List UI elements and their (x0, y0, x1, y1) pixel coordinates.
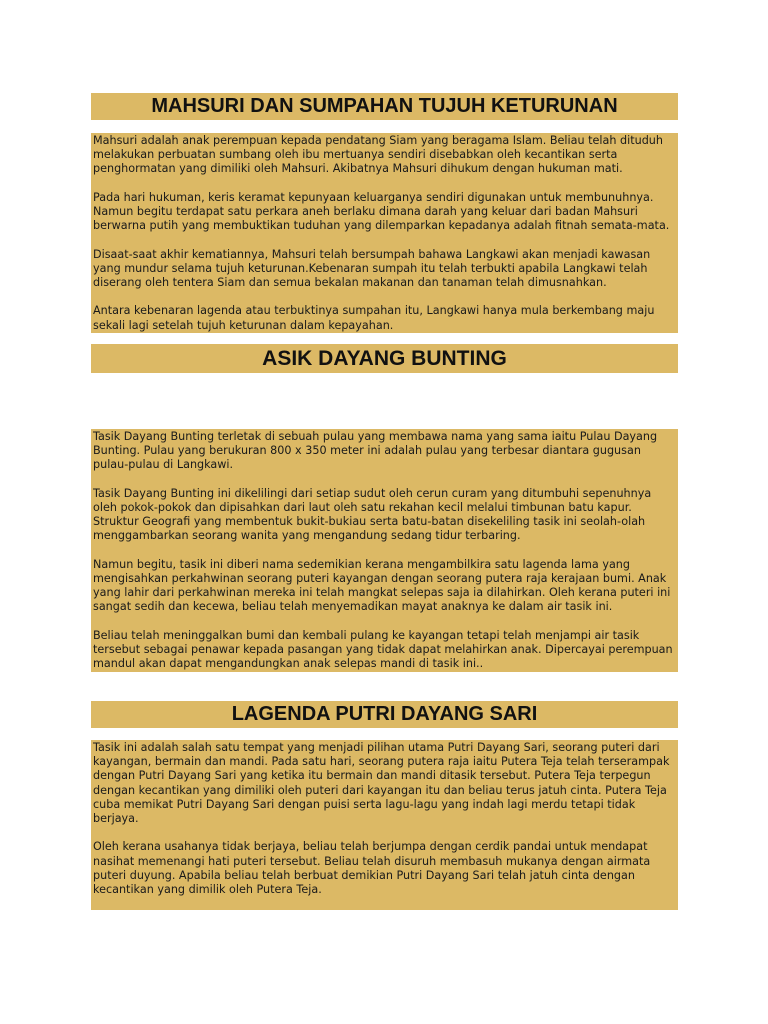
paragraph: Antara kebenaran lagenda atau terbuktinya sumpahan itu, Langkawi hanya mula berkembang maju sekali lagi setelah tujuh keturunan dalam kepayahan. (93, 304, 655, 332)
section-title-dayang-bunting: ASIK DAYANG BUNTING (91, 344, 678, 373)
paragraph: Tasik Dayang Bunting ini dikelilingi dari setiap sudut oleh cerun curam yang ditumbuhi sepenuhnya oleh pokok-pokok dan dipisahkan dari laut oleh satu rekahan kecil melalui timbunan batu kapur. Struktur Geografi yang membentuk bukit-bukiau serta batu-batan disekeliling tasik ini seolah-olah menggambarkan seorang wanita yang mengandung sedang tidur terbaring. (93, 486, 652, 543)
paragraph: Pada hari hukuman, keris keramat kepunyaan keluarganya sendiri digunakan untuk membunuhnya. Namun begitu terdapat satu perkara aneh berlaku dimana darah yang keluar dari badan Mahsuri berwarna putih yang membuktikan tuduhan yang dilemparkan kepadanya adalah fitnah semata-mata. (93, 190, 670, 233)
section-title-mahsuri: MAHSURI DAN SUMPAHAN TUJUH KETURUNAN (91, 93, 678, 120)
paragraph: Namun begitu, tasik ini diberi nama sedemikian kerana mengambilkira satu lagenda lama yang mengisahkan perkahwinan seorang puteri kayangan dengan seorang putera raja kerajaan bumi. Anak yang lahir dari perkahwinan mereka ini telah mangkat selepas saja ia dilahirkan. Oleh kerana puteri ini sangat sedih dan kecewa, beliau telah menyemadikan mayat anaknya ke dalam air tasik ini. (93, 557, 671, 614)
paragraph: Beliau telah meninggalkan bumi dan kembali pulang ke kayangan tetapi telah menjampi air tasik tersebut sebagai penawar kepada pasangan yang tidak dapat melahirkan anak. Dipercayai perempuan mandul akan dapat mengandungkan anak selepas mandi di tasik ini.. (93, 628, 673, 671)
section-title-dayang-sari: LAGENDA PUTRI DAYANG SARI (91, 701, 678, 728)
paragraph: Mahsuri adalah anak perempuan kepada pendatang Siam yang beragama Islam. Beliau telah dituduh melakukan perbuatan sumbang oleh ibu mertuanya sendiri disebabkan oleh kecantikan serta penghormatan yang dimiliki oleh Mahsuri. Akibatnya Mahsuri dihukum dengan hukuman mati. (93, 134, 663, 176)
paragraph: Disaat-saat akhir kematiannya, Mahsuri telah bersumpah bahawa Langkawi akan menjadi kawasan yang mundur selama tujuh keturunan.Kebenaran sumpah itu telah terbukti apabila Langkawi telah diserang oleh tentera Siam dan semua bekalan makanan dan tanaman telah dimusnahkan. (93, 247, 651, 289)
section-body-mahsuri (91, 133, 678, 333)
section-body-dayang-bunting (91, 429, 678, 672)
paragraph: Oleh kerana usahanya tidak berjaya, beliau telah berjumpa dengan cerdik pandai untuk mendapat nasihat memenangi hati puteri tersebut. Beliau telah disuruh membasuh mukanya dengan airmata puteri duyung. Apabila beliau telah berbuat demikian Putri Dayang Sari telah jatuh cinta dengan kecantikan yang dimilik oleh Putera Teja. (93, 840, 651, 897)
paragraph: Tasik Dayang Bunting terletak di sebuah pulau yang membawa nama yang sama iaitu Pulau Dayang Bunting. Pulau yang berukuran 800 x 350 meter ini adalah pulau yang terbesar diantara gugusan pulau-pulau di Langkawi. (93, 430, 658, 472)
section-body-dayang-sari (91, 740, 678, 910)
paragraph: Tasik ini adalah salah satu tempat yang menjadi pilihan utama Putri Dayang Sari, seorang puteri dari kayangan, bermain dan mandi. Pada satu hari, seorang putera raja iaitu Putera Teja telah terserampak dengan Putri Dayang Sari yang ketika itu bermain dan mandi ditasik tersebut. Putera Teja terpegun dengan kecantikan yang dimiliki oleh puteri dari kayangan itu dan beliau terus jatuh cinta. Putera Teja cuba memikat Putri Dayang Sari dengan puisi serta lagu-lagu yang indah lagi merdu tetapi tidak berjaya. (93, 741, 670, 826)
